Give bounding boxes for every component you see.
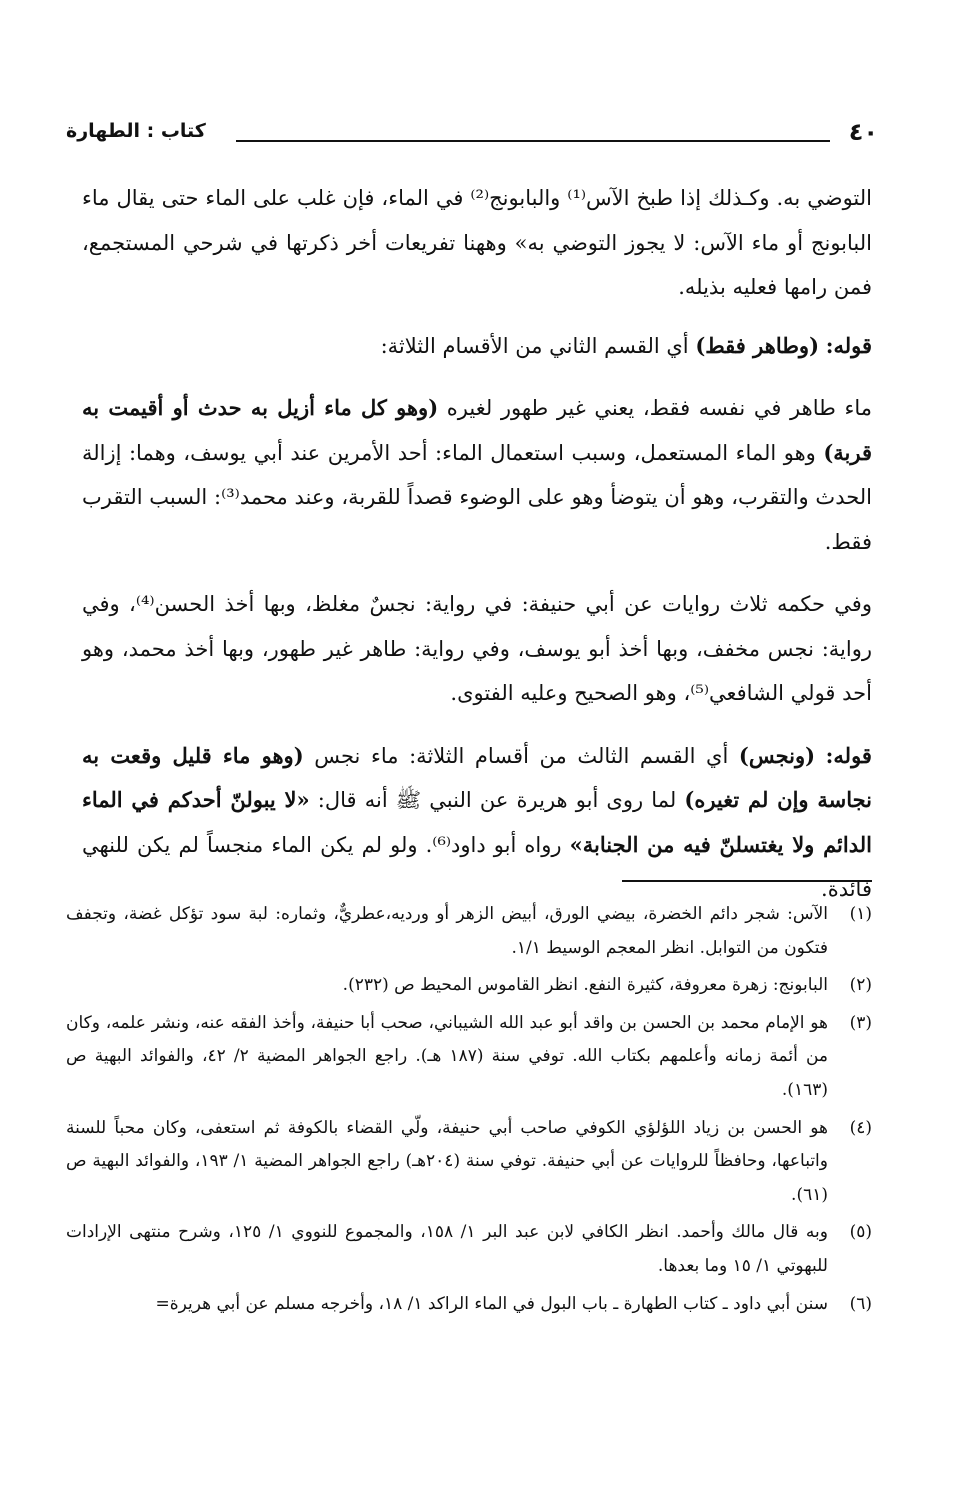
footnote-number: (٢) bbox=[849, 975, 872, 996]
footnote-text: البابونج: زهرة معروفة، كثيرة النفع. انظر القاموس المحيط ص (٢٣٢). bbox=[342, 975, 828, 996]
footnote bbox=[66, 1216, 872, 1283]
paragraph-3 bbox=[82, 386, 872, 564]
footnote-text: سنن أبي داود ـ كتاب الطهارة ـ باب البول في الماء الراكد ١/ ١٨، وأخرجه مسلم عن أبي هريرة= bbox=[155, 1293, 828, 1314]
paragraph-4-text: وفي حكمه ثلاث روايات عن أبي حنيفة: في رواية: نجسٌ مغلظ، وبها أخذ الحسن⁽⁴⁾، وفي رواية: نجس مخفف، وبها أخذ أبو يوسف، وفي رواية: طاهر غير طهور، وبها أخذ محمد، وهو أحد قولي الشافعي⁽⁵⁾، وهو الصحيح وعليه الفتوى. bbox=[82, 592, 872, 705]
footnote-number: (١) bbox=[849, 904, 872, 924]
footnote-number: (٤) bbox=[849, 1117, 872, 1138]
paragraph-1 bbox=[82, 176, 872, 310]
footnote-number: (٣) bbox=[849, 1012, 872, 1033]
paragraph-1-text: التوضي به. وكـذلك إذا طبخ الآس⁽¹⁾ والبابونج⁽²⁾ في الماء، فإن غلب على الماء حتى يقال ماء البابونج أو ماء الآس: لا يجوز التوضي به» وههنا تفريعات أخر ذكرتها في شرحي المستجمع، فمن رامها فعليه بذيله. bbox=[82, 186, 872, 299]
qawluhu-label: قوله: bbox=[825, 332, 872, 358]
footnote bbox=[66, 1112, 872, 1213]
footnote bbox=[66, 969, 872, 1003]
paragraph-5-text-c: رواه أبو داود⁽⁶⁾. ولو لم يكن الماء منجساً لم يكن للنهي فائدة. bbox=[82, 832, 872, 901]
footnote bbox=[66, 1007, 872, 1108]
paragraph-5-text-b: لما روى أبو هريرة عن النبي ﷺ أنه قال: bbox=[317, 788, 677, 812]
footnote-text: الآس: شجر دائم الخضرة، بيضي الورق، أبيض الزهر أو ورديه،عطريٌّ، وثماره: لبة سود تؤكل غضة، وتجفف فتكون من التوابل. انظر المعجم الوسيط ١/١. bbox=[66, 904, 828, 958]
running-title: كتاب : الطهارة bbox=[66, 120, 206, 142]
matn-quote: (ونجس) bbox=[738, 742, 816, 768]
paragraph-5-text-a: أي القسم الثالث من أقسام الثلاثة: ماء نجس bbox=[314, 743, 729, 768]
main-text bbox=[82, 176, 872, 930]
footnote-text: وبه قال مالك وأحمد. انظر الكافي لابن عبد البر ١/ ١٥٨، والمجموع للنووي ١/ ١٢٥، وشرح منتهى الإرادات للبهوتي ١/ ١٥ وما بعدها. bbox=[66, 1222, 828, 1276]
page-number: ٤٠ bbox=[848, 118, 878, 146]
footnote-number: (٥) bbox=[849, 1222, 872, 1243]
matn-quote: (وطاهر فقط) bbox=[695, 332, 820, 358]
matn-quote: (وهو ماء قليل وقعت به نجاسة وإن لم تغيره) bbox=[82, 742, 872, 812]
footnotes bbox=[66, 898, 872, 1325]
header-rule bbox=[236, 140, 830, 142]
running-header bbox=[66, 118, 878, 158]
footnote-separator bbox=[622, 880, 872, 882]
paragraph-3-text-b: وهو الماء المستعمل، وسبب استعمال الماء: أحد الأمرين عند أبي يوسف، وهما: إزالة الحدث والتقرب، وهو أن يتوضأ وهو على الوضوء قصداً للقربة، وعند محمد⁽³⁾: السبب التقرب فقط. bbox=[82, 440, 873, 554]
paragraph-2 bbox=[82, 324, 872, 369]
paragraph-5 bbox=[82, 734, 872, 912]
footnote-text: هو الإمام محمد بن الحسن بن واقد أبو عبد الله الشيباني، صحب أبا حنيفة، وأخذ الفقه عنه، ونشر علمه، وكان من أئمة زمانه وأعلمهم بكتاب الله. توفي سنة (١٨٧ هـ). راجع الجواهر المضية ٢/ ٤٢، والفوائد البهية ص (١٦٣). bbox=[66, 1012, 828, 1100]
footnote bbox=[66, 898, 872, 965]
qawluhu-label: قوله: bbox=[825, 742, 872, 768]
paragraph-2-text: أي القسم الثاني من الأقسام الثلاثة: bbox=[380, 333, 689, 358]
hadith-quote: «لا يبولنّ أحدكم في الماء الدائم ولا يغتسلنّ فيه من الجنابة» bbox=[82, 787, 872, 857]
paragraph-3-text-a: ماء طاهر في نفسه فقط، يعني غير طهور لغيره bbox=[446, 396, 872, 420]
footnote-number: (٦) bbox=[849, 1293, 872, 1314]
paragraph-4 bbox=[82, 582, 872, 716]
footnote-text: هو الحسن بن زياد اللؤلؤي الكوفي صاحب أبي حنيفة، ولّي القضاء بالكوفة ثم استعفى، وكان محباً للسنة واتباعها، وحافظاً للروايات عن أبي حنيفة. توفي سنة (٢٠٤هـ) راجع الجواهر المضية ١/ ١٩٣، والفوائد البهية ص (٦١). bbox=[66, 1117, 828, 1205]
matn-quote: (وهو كل ماء أزيل به حدث أو أقيمت به قربة) bbox=[82, 395, 872, 465]
footnote bbox=[66, 1288, 872, 1322]
